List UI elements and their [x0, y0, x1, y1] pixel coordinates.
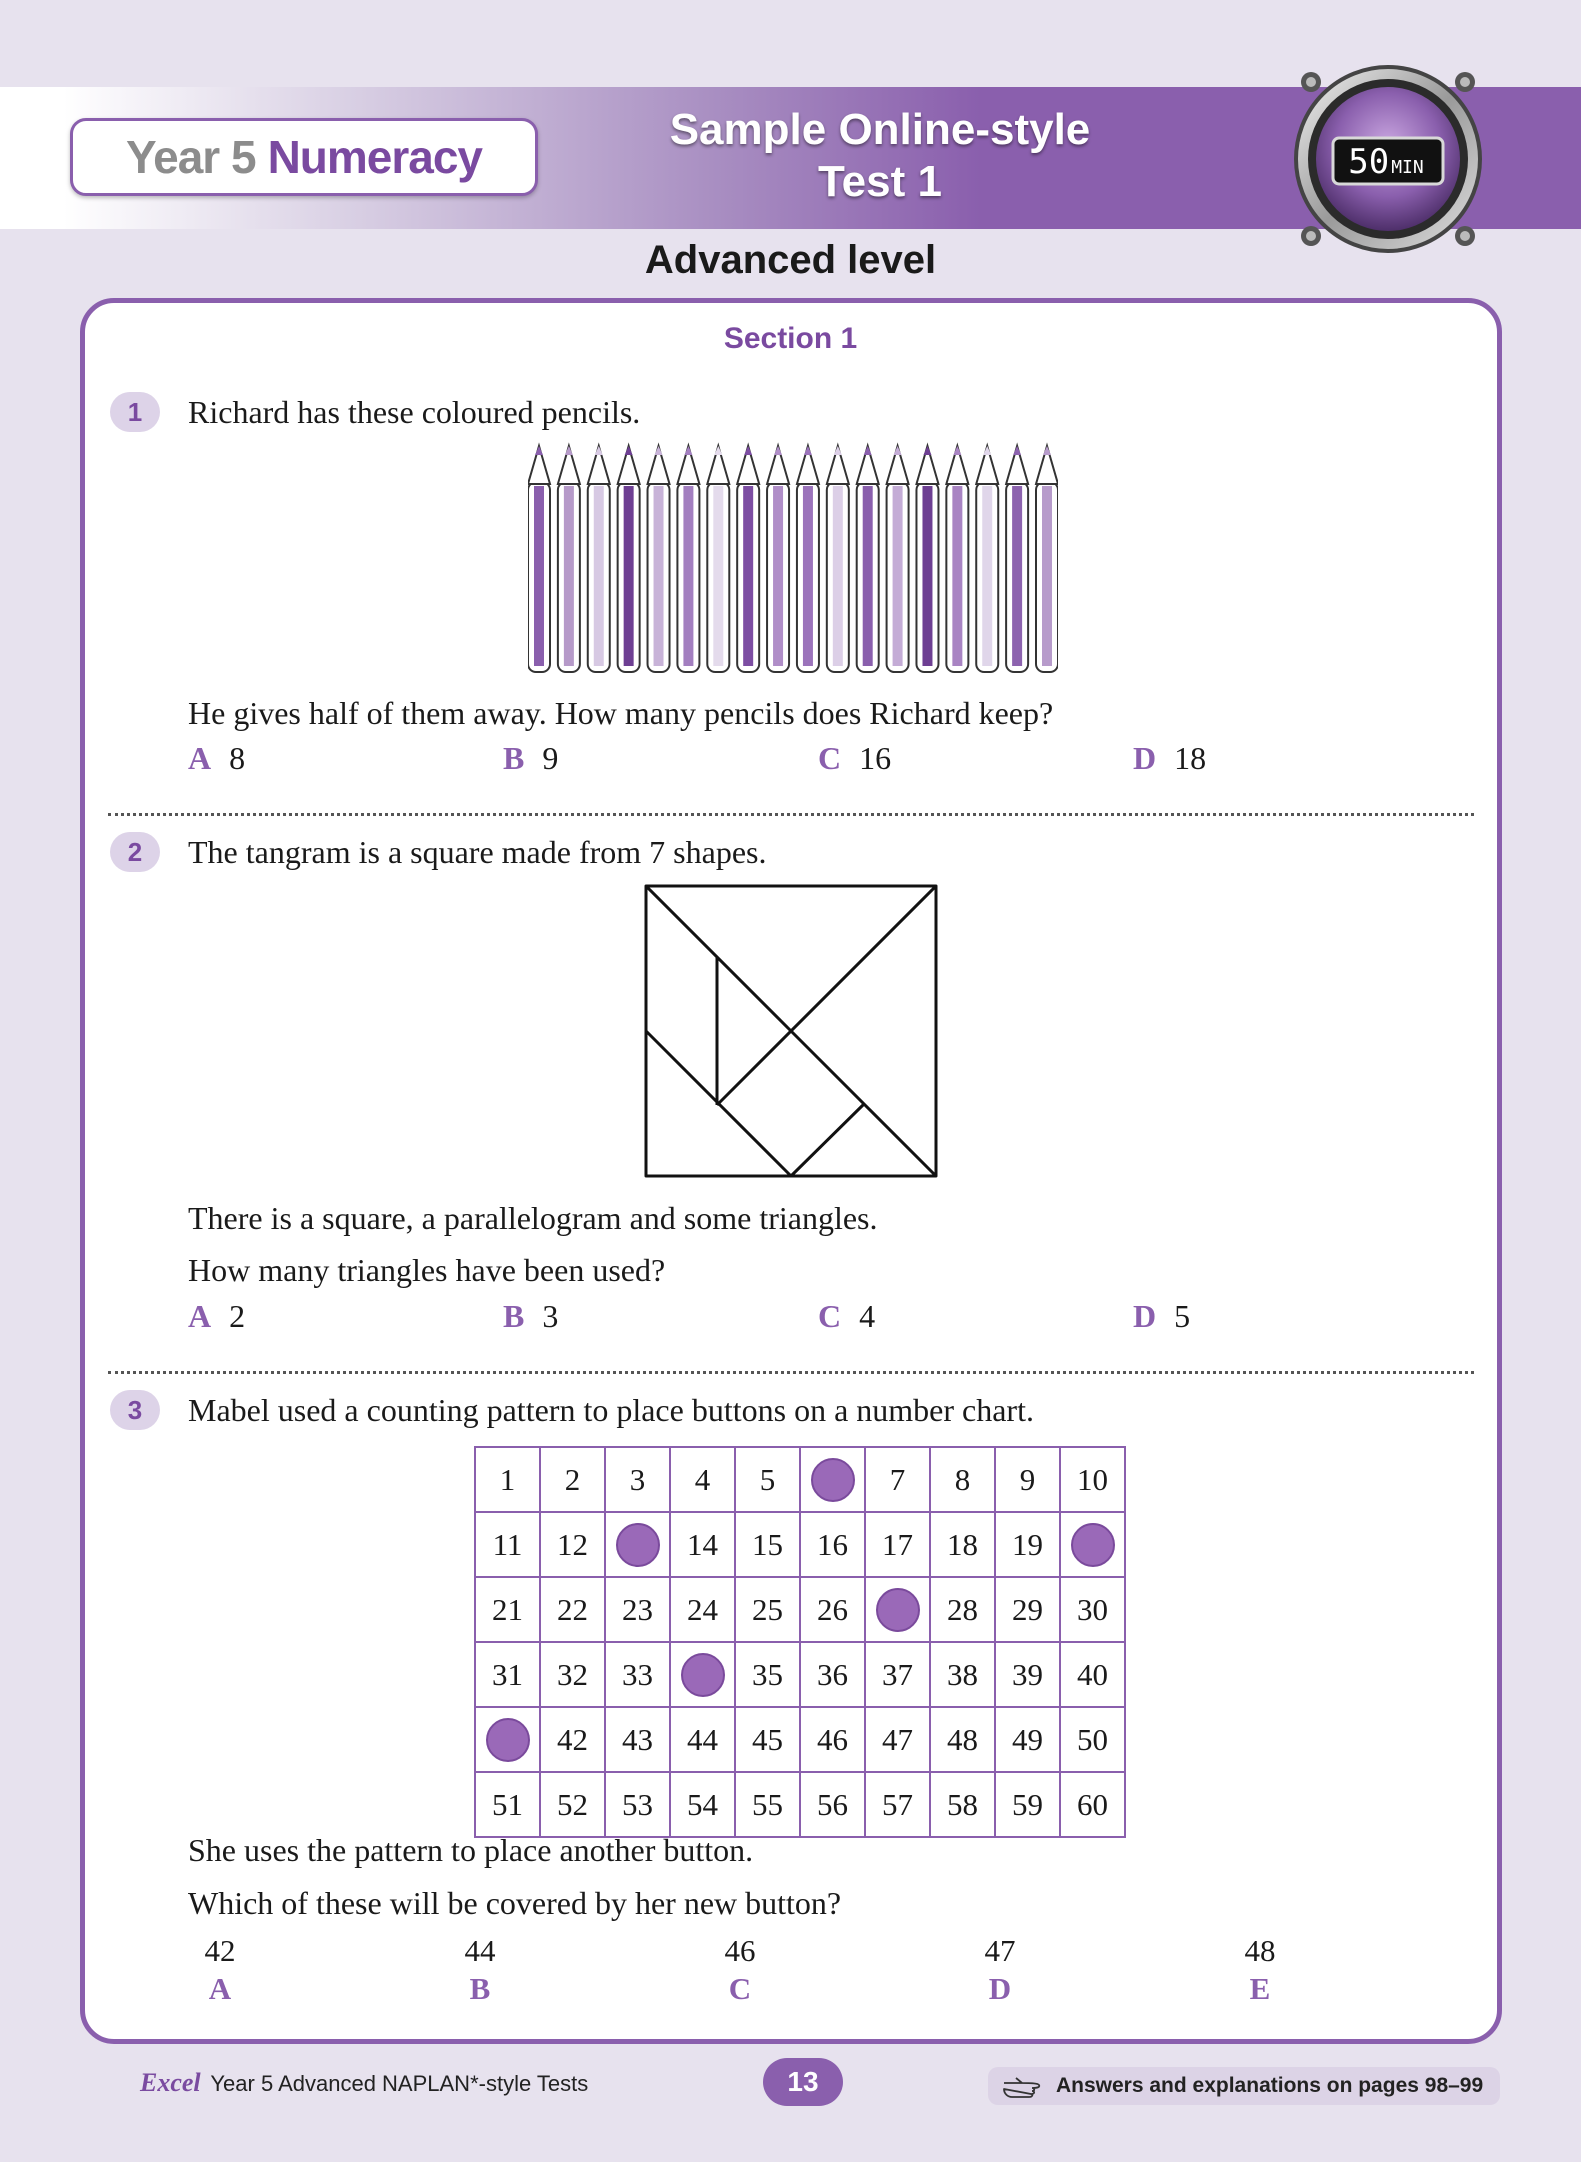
question-number-3: 3: [110, 1390, 160, 1430]
chart-cell: [670, 1642, 735, 1707]
chart-cell: [605, 1512, 670, 1577]
q3-option-e[interactable]: [1200, 1932, 1320, 2008]
chart-cell: 55: [735, 1772, 800, 1837]
chart-cell: 37: [865, 1642, 930, 1707]
q3-option-c[interactable]: [680, 1932, 800, 2008]
chart-cell: 52: [540, 1772, 605, 1837]
pencil: [1036, 446, 1058, 672]
option-letter: D: [1133, 740, 1157, 776]
footer-book-title: [140, 2068, 588, 2098]
chart-cell: 45: [735, 1707, 800, 1772]
chart-cell: 58: [930, 1772, 995, 1837]
page-number: 13: [763, 2058, 843, 2106]
option-letter: E: [1249, 1971, 1271, 2006]
chart-cell: 44: [670, 1707, 735, 1772]
chart-cell: 40: [1060, 1642, 1125, 1707]
chart-row: [475, 1642, 1125, 1707]
subject-label: Numeracy: [267, 131, 483, 183]
chart-cell: 23: [605, 1577, 670, 1642]
option-value: 4: [859, 1298, 876, 1334]
answers-text: Answers and explanations on pages 98–99: [1056, 2074, 1484, 2097]
option-letter: D: [1133, 1298, 1157, 1334]
option-value: 42: [204, 1933, 236, 1968]
q3-option-d[interactable]: [940, 1932, 1060, 2008]
chart-cell: 30: [1060, 1577, 1125, 1642]
button-counter: [681, 1653, 725, 1697]
question-1-prompt: He gives half of them away. How many pencils does Richard keep?: [188, 695, 1054, 731]
coloured-pencils-image: [528, 442, 1058, 682]
button-counter: [486, 1718, 530, 1762]
test-title-line1: Sample Online-style: [669, 105, 1091, 154]
pencil: [737, 446, 759, 672]
chart-cell: 53: [605, 1772, 670, 1837]
chart-cell: 5: [735, 1447, 800, 1512]
section-title: Section 1: [723, 322, 858, 355]
chart-cell: 33: [605, 1642, 670, 1707]
chart-cell: 28: [930, 1577, 995, 1642]
answers-reference: [988, 2067, 1500, 2105]
brand-logo-text: Excel: [140, 2068, 201, 2097]
timer-minutes: 50: [1348, 142, 1390, 182]
chart-cell: 36: [800, 1642, 865, 1707]
q2-option-a[interactable]: [188, 1296, 245, 1336]
pencil: [976, 446, 998, 672]
question-1-intro: Richard has these coloured pencils.: [188, 394, 641, 430]
q1-option-c[interactable]: [818, 738, 891, 778]
question-3-prompt: Which of these will be covered by her new button?: [188, 1885, 842, 1921]
pencil: [767, 446, 789, 672]
option-letter: B: [469, 1971, 491, 2006]
chart-cell: 11: [475, 1512, 540, 1577]
pencil: [946, 446, 968, 672]
option-value: 8: [229, 740, 246, 776]
chart-row: [475, 1772, 1125, 1837]
option-value: 47: [984, 1933, 1016, 1968]
chart-cell: 10: [1060, 1447, 1125, 1512]
q1-option-d[interactable]: [1133, 738, 1206, 778]
pencil: [618, 446, 640, 672]
q3-option-a[interactable]: [160, 1932, 280, 2008]
pencil: [1006, 446, 1028, 672]
option-letter: C: [818, 1298, 842, 1334]
chart-cell: 54: [670, 1772, 735, 1837]
question-3-intro: Mabel used a counting pattern to place buttons on a number chart.: [188, 1392, 1034, 1428]
button-counter: [616, 1523, 660, 1567]
chart-cell: [1060, 1512, 1125, 1577]
level-heading: Advanced level: [644, 238, 937, 282]
option-letter: A: [188, 740, 212, 776]
pencil: [827, 446, 849, 672]
tangram-line: [717, 886, 936, 1105]
chart-cell: 2: [540, 1447, 605, 1512]
pencil: [677, 446, 699, 672]
q2-option-d[interactable]: [1133, 1296, 1190, 1336]
chart-cell: 7: [865, 1447, 930, 1512]
chart-cell: 18: [930, 1512, 995, 1577]
chart-cell: 35: [735, 1642, 800, 1707]
chart-cell: 31: [475, 1642, 540, 1707]
question-number-1: 1: [110, 392, 160, 432]
stopwatch-icon: [1285, 56, 1491, 262]
test-title: [600, 104, 1160, 208]
chart-cell: 12: [540, 1512, 605, 1577]
chart-cell: 1: [475, 1447, 540, 1512]
chart-cell: 4: [670, 1447, 735, 1512]
chart-row: [475, 1447, 1125, 1512]
chart-cell: 8: [930, 1447, 995, 1512]
option-letter: C: [818, 740, 842, 776]
year-label: Year 5: [125, 131, 256, 183]
option-letter: B: [503, 740, 525, 776]
chart-row: [475, 1707, 1125, 1772]
chart-cell: 39: [995, 1642, 1060, 1707]
question-separator: [108, 813, 1474, 816]
chart-cell: 29: [995, 1577, 1060, 1642]
option-letter: A: [188, 1298, 212, 1334]
pointing-hand-icon: [1002, 2074, 1042, 2098]
pencil: [707, 446, 729, 672]
chart-cell: 43: [605, 1707, 670, 1772]
option-value: 3: [542, 1298, 559, 1334]
question-2-prompt: How many triangles have been used?: [188, 1252, 666, 1288]
chart-cell: [475, 1707, 540, 1772]
option-value: 2: [229, 1298, 246, 1334]
option-value: 48: [1244, 1933, 1276, 1968]
question-number-2: 2: [110, 832, 160, 872]
q3-option-b[interactable]: [420, 1932, 540, 2008]
option-letter: C: [728, 1971, 752, 2006]
chart-cell: 57: [865, 1772, 930, 1837]
number-chart: [474, 1446, 1126, 1838]
chart-cell: 48: [930, 1707, 995, 1772]
chart-cell: 14: [670, 1512, 735, 1577]
q2-option-b[interactable]: [503, 1296, 558, 1336]
chart-cell: 16: [800, 1512, 865, 1577]
button-counter: [876, 1588, 920, 1632]
year-subject-badge: [70, 118, 538, 196]
chart-cell: 46: [800, 1707, 865, 1772]
chart-cell: 21: [475, 1577, 540, 1642]
pencil: [558, 446, 580, 672]
test-title-line2: Test 1: [818, 157, 942, 206]
chart-row: [475, 1577, 1125, 1642]
chart-cell: 38: [930, 1642, 995, 1707]
pencil: [797, 446, 819, 672]
option-letter: B: [503, 1298, 525, 1334]
chart-cell: 22: [540, 1577, 605, 1642]
option-value: 18: [1174, 740, 1207, 776]
option-value: 16: [859, 740, 892, 776]
question-3-statement: She uses the pattern to place another button.: [188, 1832, 754, 1868]
pencil: [887, 446, 909, 672]
chart-cell: 32: [540, 1642, 605, 1707]
book-title: Year 5 Advanced NAPLAN*-style Tests: [210, 2071, 589, 2096]
button-counter: [1071, 1523, 1115, 1567]
chart-cell: 26: [800, 1577, 865, 1642]
pencil: [648, 446, 670, 672]
q1-option-a[interactable]: [188, 738, 245, 778]
chart-cell: [865, 1577, 930, 1642]
option-value: 46: [724, 1933, 756, 1968]
question-2-intro: The tangram is a square made from 7 shapes.: [188, 834, 767, 870]
chart-cell: 19: [995, 1512, 1060, 1577]
tangram-line: [791, 1104, 864, 1176]
chart-row: [475, 1512, 1125, 1577]
option-letter: A: [208, 1971, 232, 2006]
pencil: [857, 446, 879, 672]
pencil: [916, 446, 938, 672]
option-letter: D: [988, 1971, 1012, 2006]
chart-cell: 51: [475, 1772, 540, 1837]
chart-cell: 25: [735, 1577, 800, 1642]
chart-cell: 56: [800, 1772, 865, 1837]
chart-cell: 9: [995, 1447, 1060, 1512]
chart-cell: [800, 1447, 865, 1512]
chart-cell: 47: [865, 1707, 930, 1772]
chart-cell: 59: [995, 1772, 1060, 1837]
tangram-diagram: [644, 884, 938, 1178]
q1-option-b[interactable]: [503, 738, 558, 778]
chart-cell: 17: [865, 1512, 930, 1577]
button-counter: [811, 1458, 855, 1502]
pencil: [528, 446, 550, 672]
chart-cell: 60: [1060, 1772, 1125, 1837]
chart-cell: 42: [540, 1707, 605, 1772]
option-value: 44: [464, 1933, 496, 1968]
timer-unit: MIN: [1391, 157, 1424, 178]
option-value: 5: [1174, 1298, 1191, 1334]
chart-cell: 49: [995, 1707, 1060, 1772]
chart-cell: 24: [670, 1577, 735, 1642]
option-value: 9: [542, 740, 559, 776]
q2-option-c[interactable]: [818, 1296, 875, 1336]
chart-cell: 15: [735, 1512, 800, 1577]
chart-cell: 50: [1060, 1707, 1125, 1772]
pencil: [588, 446, 610, 672]
chart-cell: 3: [605, 1447, 670, 1512]
question-separator: [108, 1371, 1474, 1374]
question-2-statement: There is a square, a parallelogram and some triangles.: [188, 1200, 878, 1236]
